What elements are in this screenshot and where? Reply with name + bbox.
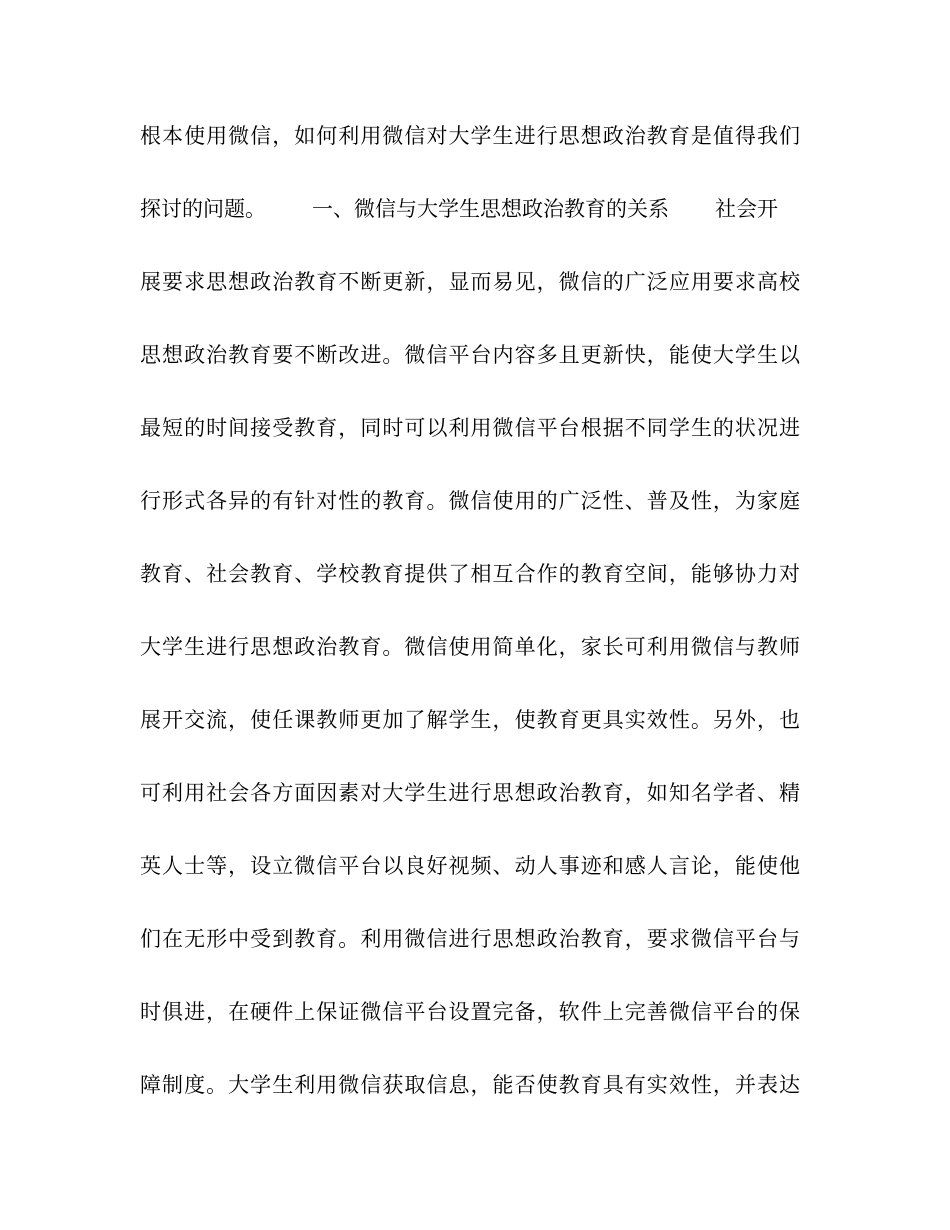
text-segment-section-start: 社会开 [715,197,778,221]
text-line-13: 时俱进，在硬件上保证微信平台设置完备，软件上完善微信平台的保 [140,1000,800,1024]
text-line-3: 展要求思想政治教育不断更新，显而易见，微信的广泛应用要求高校 [140,270,800,294]
text-line-10: 可利用社会各方面因素对大学生进行思想政治教育，如知名学者、精 [140,781,800,805]
text-line-2 [140,188,800,261]
text-line-12: 们在无形中受到教育。利用微信进行思想政治教育，要求微信平台与 [140,927,800,951]
text-line-4: 思想政治教育要不断改进。微信平台内容多且更新快，能使大学生以 [140,343,800,367]
text-segment-end-of-intro: 探讨的问题。 [140,197,266,221]
text-line-5: 最短的时间接受教育，同时可以利用微信平台根据不同学生的状况进 [140,416,800,440]
text-line-6: 行形式各异的有针对性的教育。微信使用的广泛性、普及性，为家庭 [140,489,800,513]
text-line-9: 展开交流，使任课教师更加了解学生，使教育更具实效性。另外，也 [140,708,800,732]
section-heading: 一、微信与大学生思想政治教育的关系 [312,197,669,221]
text-line-14: 障制度。大学生利用微信获取信息，能否使教育具有实效性，并表达 [140,1073,800,1097]
text-line-8: 大学生进行思想政治教育。微信使用简单化，家长可利用微信与教师 [140,635,800,659]
text-line-1: 根本使用微信，如何利用微信对大学生进行思想政治教育是值得我们 [140,124,800,148]
body-text [140,115,800,1137]
text-line-11: 英人士等，设立微信平台以良好视频、动人事迹和感人言论，能使他 [140,854,800,878]
text-line-7: 教育、社会教育、学校教育提供了相互合作的教育空间，能够协力对 [140,562,800,586]
